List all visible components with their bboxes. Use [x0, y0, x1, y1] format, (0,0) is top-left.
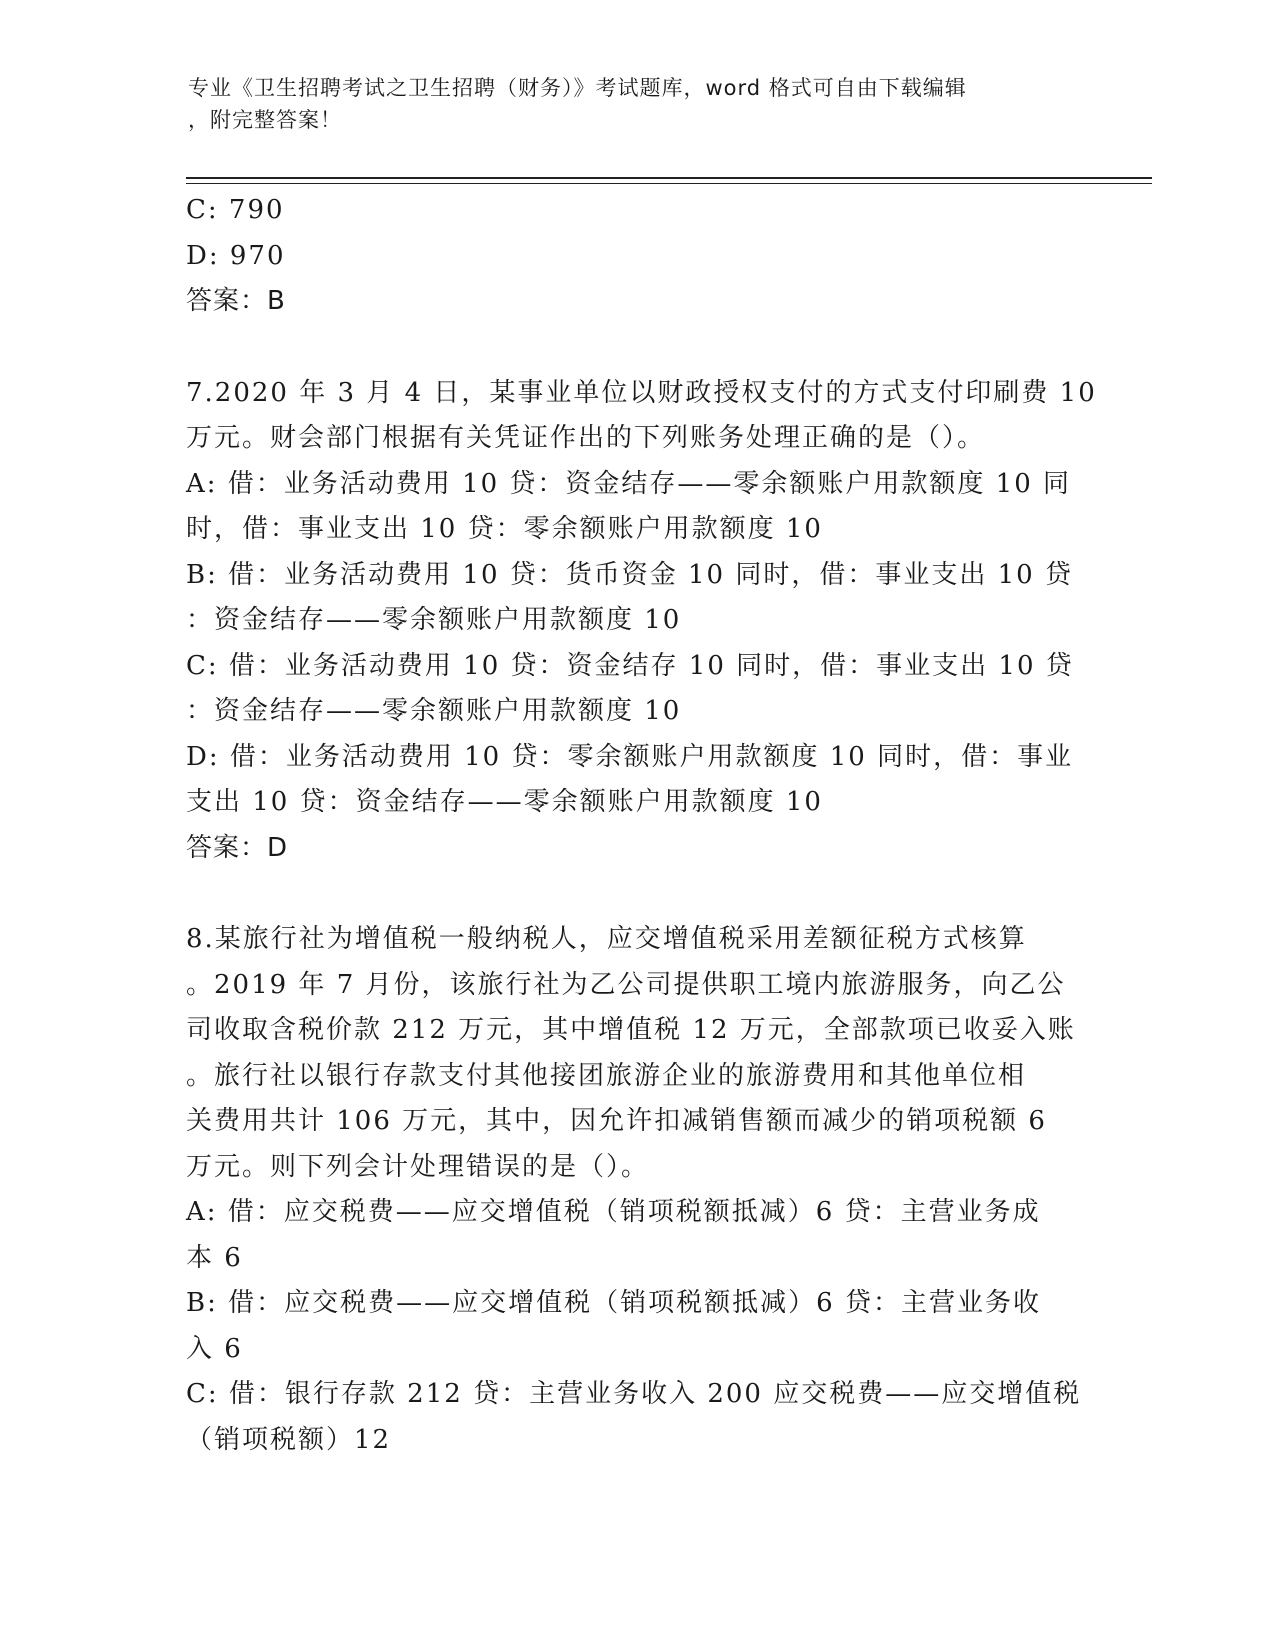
spacer: [186, 325, 1086, 371]
header-line-1: 专业《卫生招聘考试之卫生招聘（财务）》考试题库，word 格式可自由下载编辑: [188, 76, 967, 100]
q8-line: C: 借：银行存款 212 贷：主营业务收入 200 应交税费——应交增值税: [186, 1379, 1082, 1409]
q8-line: 万元。则下列会计处理错误的是（）。: [186, 1151, 650, 1182]
q8-line: （销项税额）12: [186, 1424, 392, 1455]
q7-line: 7.2020 年 3 月 4 日，某事业单位以财政授权支付的方式支付印刷费 10: [186, 377, 1097, 408]
q8-line: A: 借：应交税费——应交增值税（销项税额抵减）6 贷：主营业务成: [186, 1197, 1041, 1227]
header-rule-thin: [186, 183, 1152, 184]
q7-line: 万元。财会部门根据有关凭证作出的下列账务处理正确的是（）。: [186, 423, 986, 453]
q8-line: B: 借：应交税费——应交增值税（销项税额抵减）6 贷：主营业务收: [186, 1288, 1041, 1318]
q7-line: A: 借：业务活动费用 10 贷：资金结存——零余额账户用款额度 10 同: [186, 468, 1072, 499]
q8-line: 司收取含税价款 212 万元，其中增值税 12 万元，全部款项已收妥入账: [186, 1015, 1076, 1045]
document-body: [186, 188, 1097, 1463]
prev-option-d: D: 970: [186, 240, 286, 271]
q7-line: C: 借：业务活动费用 10 贷：资金结存 10 同时，借：事业支出 10 贷: [186, 650, 1074, 681]
spacer: [186, 871, 1086, 917]
q7-line: B: 借：业务活动费用 10 贷：货币资金 10 同时，借：事业支出 10 贷: [186, 559, 1073, 590]
q7-answer: 答案：D: [186, 832, 289, 863]
q8-line: 8.某旅行社为增值税一般纳税人，应交增值税采用差额征税方式核算: [186, 924, 1027, 954]
q7-line: 支出 10 贷：资金结存——零余额账户用款额度 10: [186, 787, 823, 817]
q8-line: 关费用共计 106 万元，其中，因允许扣减销售额而减少的销项税额 6: [186, 1106, 1047, 1136]
header-line-2: ，附完整答案！: [188, 108, 342, 132]
header-rule-thick: [186, 177, 1152, 179]
page-header: [188, 72, 1068, 136]
q8-line: 入 6: [186, 1333, 243, 1364]
q8-line: 。旅行社以银行存款支付其他接团旅游企业的旅游费用和其他单位相: [186, 1060, 1027, 1091]
q8-line: 本 6: [186, 1242, 243, 1273]
question-7: [186, 371, 1097, 872]
q8-line: 。2019 年 7 月份，该旅行社为乙公司提供职工境内旅游服务，向乙公: [186, 969, 1066, 1000]
prev-option-c: C: 790: [186, 195, 285, 225]
q7-line: ：资金结存——零余额账户用款额度 10: [186, 696, 682, 726]
question-8: [186, 917, 1086, 1463]
q7-line: 时，借：事业支出 10 贷：零余额账户用款额度 10: [186, 514, 823, 544]
q7-line: D: 借：业务活动费用 10 贷：零余额账户用款额度 10 同时，借：事业: [186, 741, 1074, 772]
q7-line: ：资金结存——零余额账户用款额度 10: [186, 605, 682, 635]
prev-answer: 答案：B: [186, 286, 286, 316]
